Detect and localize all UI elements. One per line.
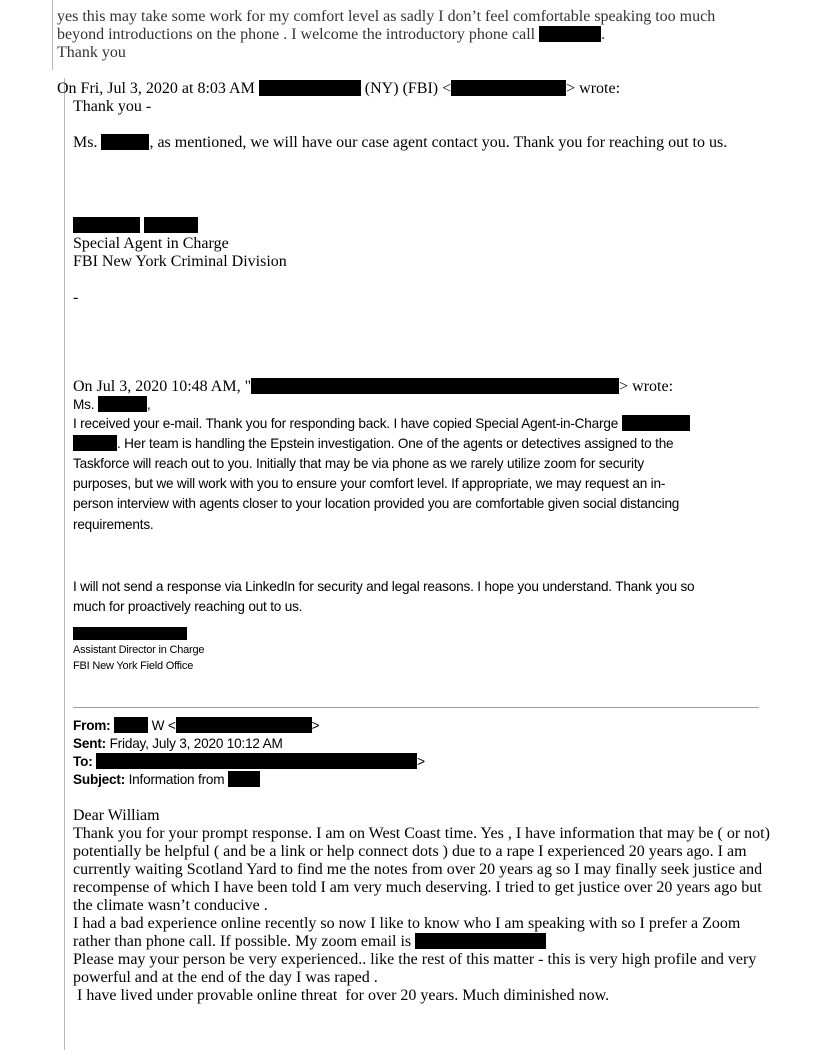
quote-bar-outer bbox=[52, 0, 53, 70]
redaction bbox=[622, 415, 690, 431]
quote1-text: , as mentioned, we will have our case agent contact you. Thank you for reaching out to us. bbox=[149, 134, 728, 151]
redaction bbox=[539, 26, 601, 42]
body-text: rather than phone call. If possible. My zoom email is bbox=[73, 933, 412, 950]
redaction bbox=[73, 217, 140, 233]
redaction bbox=[415, 933, 546, 949]
reply-line: yes this may take some work for my comfort level as sadly I don’t feel comfortable speaking too much bbox=[57, 8, 716, 25]
body-line: Thank you for your prompt response. I am on West Coast time. Yes , I have information that may be ( or not) bbox=[73, 825, 770, 842]
body-line: I had a bad experience online recently so now I like to know who I am speaking with so I prefer a Zoom bbox=[73, 915, 741, 932]
from-value: W < bbox=[151, 718, 176, 733]
quote2-line: much for proactively reaching out to us. bbox=[73, 599, 303, 614]
redaction bbox=[96, 753, 417, 769]
quote1-body bbox=[73, 134, 727, 152]
subject-row bbox=[73, 771, 260, 789]
body-line bbox=[73, 933, 546, 951]
subject-value: Information from bbox=[128, 772, 225, 787]
from-end: > bbox=[311, 718, 320, 733]
quote1-dash: - bbox=[73, 289, 79, 306]
redaction bbox=[114, 717, 148, 733]
sent-label: Sent: bbox=[73, 736, 106, 751]
quote1-header bbox=[57, 80, 620, 98]
quote-bar bbox=[64, 78, 65, 1050]
quote1-thanks: Thank you - bbox=[73, 98, 152, 115]
body-line: the climate wasn’t conducive . bbox=[73, 897, 268, 914]
redaction bbox=[98, 396, 147, 412]
reply-line: Thank you bbox=[57, 44, 126, 61]
quote2-line: person interview with agents closer to your location provided you are comfortable given social distancing bbox=[73, 496, 680, 511]
redaction bbox=[451, 80, 566, 96]
quote2-line: purposes, but we will work with you to ensure your comfort level. If appropriate, we may request an in- bbox=[73, 476, 666, 491]
redaction bbox=[176, 717, 312, 733]
from-row bbox=[73, 717, 319, 735]
quote1-date: On Fri, Jul 3, 2020 at 8:03 AM bbox=[57, 80, 255, 97]
subject-label: Subject: bbox=[73, 772, 126, 787]
quote2-text: I received your e-mail. Thank you for responding back. I have copied Special Agent-in-Charge bbox=[73, 416, 619, 431]
quote2-line bbox=[73, 435, 673, 453]
quote1-sig-title: Special Agent in Charge bbox=[73, 235, 229, 252]
quote2-sig-title: Assistant Director in Charge bbox=[73, 644, 205, 656]
from-label: From: bbox=[73, 718, 111, 733]
redaction bbox=[73, 435, 117, 451]
sent-value: Friday, July 3, 2020 10:12 AM bbox=[109, 736, 283, 751]
redaction bbox=[251, 378, 619, 394]
quote2-line: I will not send a response via LinkedIn for security and legal reasons. I hope you understand. Thank you so bbox=[73, 579, 695, 594]
redaction bbox=[73, 627, 187, 640]
quote2-sig-org: FBI New York Field Office bbox=[73, 660, 194, 672]
quote2-line: Taskforce will reach out to you. Initially that may be via phone as we rarely utilize zoom for security bbox=[73, 456, 644, 471]
redaction bbox=[101, 134, 149, 150]
quote2-line bbox=[73, 415, 690, 433]
to-row bbox=[73, 753, 425, 771]
body-line: recompense of which I have been told I am very much deserving. I tried to get justice over 20 years ago but bbox=[73, 879, 762, 896]
body-line: Please may your person be very experienced.. like the rest of this matter - this is very high profile and very bbox=[73, 951, 757, 968]
redaction bbox=[144, 217, 198, 233]
quote1-sig-org: FBI New York Criminal Division bbox=[73, 253, 287, 270]
sent-row bbox=[73, 735, 283, 753]
quote2-line: requirements. bbox=[73, 517, 154, 532]
quote2-salutation bbox=[73, 396, 150, 414]
body-line: I have lived under provable online threat for over 20 years. Much diminished now. bbox=[73, 987, 610, 1004]
quote2-wrote: > wrote: bbox=[619, 378, 674, 395]
reply-text: beyond introductions on the phone . I welcome the introductory phone call bbox=[57, 26, 536, 43]
reply-line bbox=[57, 26, 605, 44]
quote1-wrote: > wrote: bbox=[566, 80, 621, 97]
comma: , bbox=[146, 397, 151, 412]
greeting: Dear William bbox=[73, 807, 160, 824]
body-line: powerful and at the end of the day I was raped . bbox=[73, 969, 378, 986]
redaction bbox=[228, 771, 260, 787]
to-label: To: bbox=[73, 754, 93, 769]
redaction bbox=[259, 80, 361, 96]
quote1-sender-org: (NY) (FBI) < bbox=[364, 80, 452, 97]
quote2-date: On Jul 3, 2020 10:48 AM, " bbox=[73, 378, 252, 395]
reply-period: . bbox=[601, 26, 606, 43]
to-end: > bbox=[417, 754, 425, 769]
salutation: Ms. bbox=[73, 134, 98, 151]
quote2-header bbox=[73, 378, 673, 396]
salutation: Ms. bbox=[73, 397, 95, 412]
body-line: currently waiting Scotland Yard to find me the notes from over 20 years ag so I may finally seek justice and bbox=[73, 861, 763, 878]
quote2-text: . Her team is handling the Epstein investigation. One of the agents or detectives assigned to the bbox=[117, 436, 674, 451]
body-line: potentially be helpful ( and be a link or help connect dots ) due to a rape I experienced 20 years ago. I am bbox=[73, 843, 747, 860]
divider bbox=[73, 707, 759, 708]
